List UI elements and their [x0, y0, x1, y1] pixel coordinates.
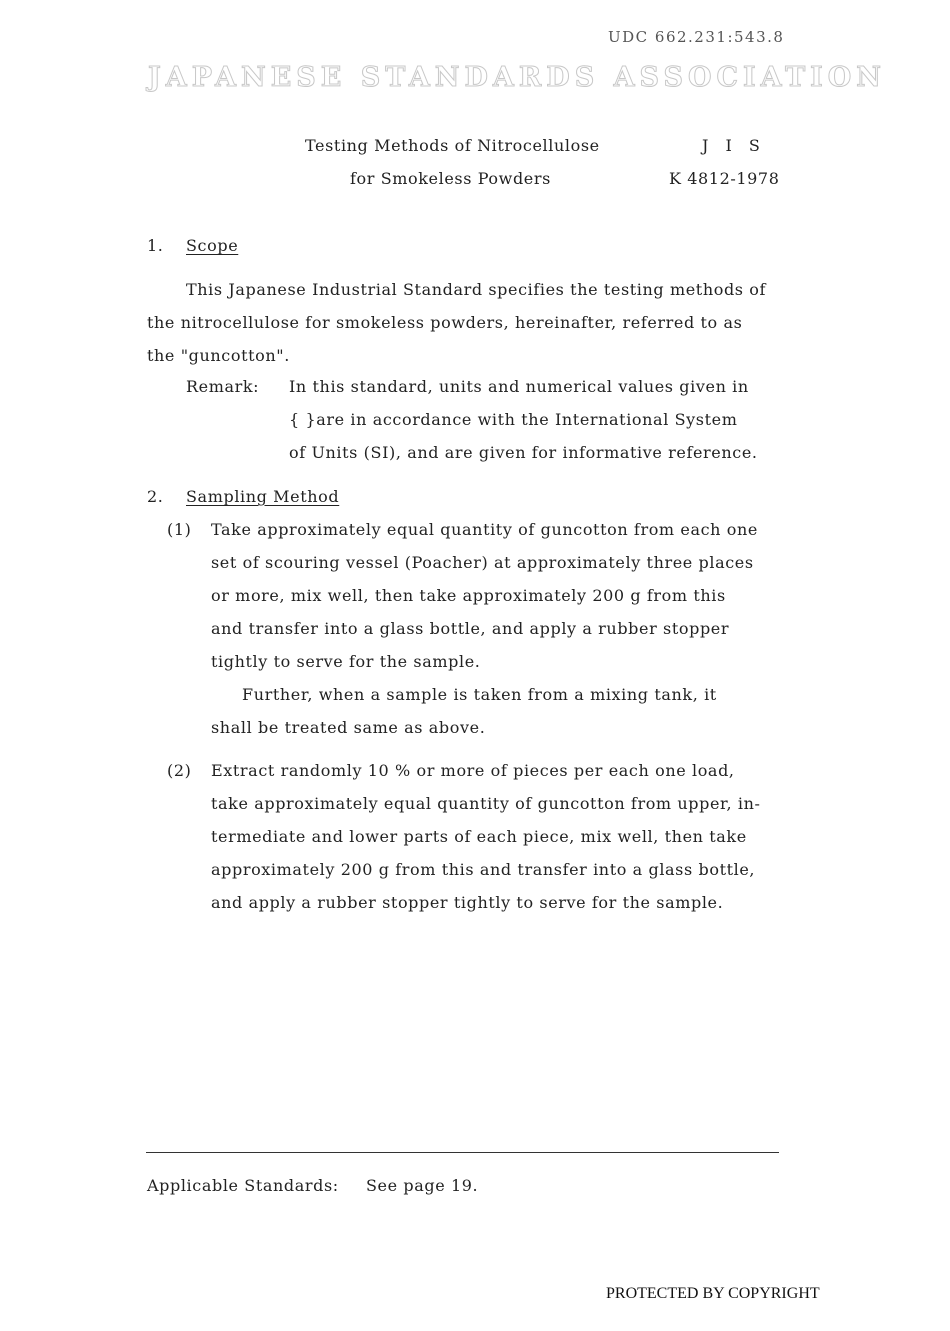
item-2-number: (2): [167, 761, 192, 780]
applicable-standards-reference: See page 19.: [366, 1176, 479, 1195]
udc-code: UDC 662.231:543.8: [608, 28, 785, 46]
scope-text-line: This Japanese Industrial Standard specifies the testing methods of: [186, 280, 767, 299]
item-2-text-line: termediate and lower parts of each piece, mix well, then take: [211, 827, 747, 846]
remark-label: Remark:: [186, 377, 260, 396]
section-2-title: Sampling Method: [186, 487, 340, 506]
item-1-number: (1): [167, 520, 192, 539]
item-1-text-line: tightly to serve for the sample.: [211, 652, 481, 671]
document-title-line1: Testing Methods of Nitrocellulose: [305, 136, 600, 155]
section-2-number: 2.: [147, 487, 164, 506]
section-1-number: 1.: [147, 236, 164, 255]
item-1-further-line: Further, when a sample is taken from a mixing tank, it: [242, 685, 717, 704]
item-2-text-line: approximately 200 g from this and transfer into a glass bottle,: [211, 860, 756, 879]
remark-text-line: { }are in accordance with the International System: [289, 410, 738, 429]
item-1-text-line: and transfer into a glass bottle, and apply a rubber stopper: [211, 619, 730, 638]
jis-number: K 4812-1978: [669, 169, 780, 188]
copyright-notice: PROTECTED BY COPYRIGHT: [606, 1285, 820, 1302]
item-1-text-line: set of scouring vessel (Poacher) at approximately three places: [211, 553, 754, 572]
applicable-standards-label: Applicable Standards:: [147, 1176, 339, 1195]
footnote-divider: [146, 1152, 779, 1153]
watermark-text: JAPANESE STANDARDS ASSOCIATION: [148, 62, 886, 93]
item-2-text-line: take approximately equal quantity of guncotton from upper, in-: [211, 794, 761, 813]
remark-text-line: of Units (SI), and are given for informative reference.: [289, 443, 758, 462]
item-1-text-line: Take approximately equal quantity of guncotton from each one: [211, 520, 758, 539]
item-1-further-line: shall be treated same as above.: [211, 718, 486, 737]
remark-text-line: In this standard, units and numerical values given in: [289, 377, 749, 396]
section-1-title: Scope: [186, 236, 239, 255]
item-1-text-line: or more, mix well, then take approximately 200 g from this: [211, 586, 726, 605]
item-2-text-line: Extract randomly 10 % or more of pieces per each one load,: [211, 761, 735, 780]
document-title-line2: for Smokeless Powders: [350, 169, 551, 188]
item-2-text-line: and apply a rubber stopper tightly to serve for the sample.: [211, 893, 724, 912]
jis-label: J I S: [702, 136, 766, 155]
scope-text-line: the "guncotton".: [147, 346, 290, 365]
scope-text-line: the nitrocellulose for smokeless powders, hereinafter, referred to as: [147, 313, 743, 332]
